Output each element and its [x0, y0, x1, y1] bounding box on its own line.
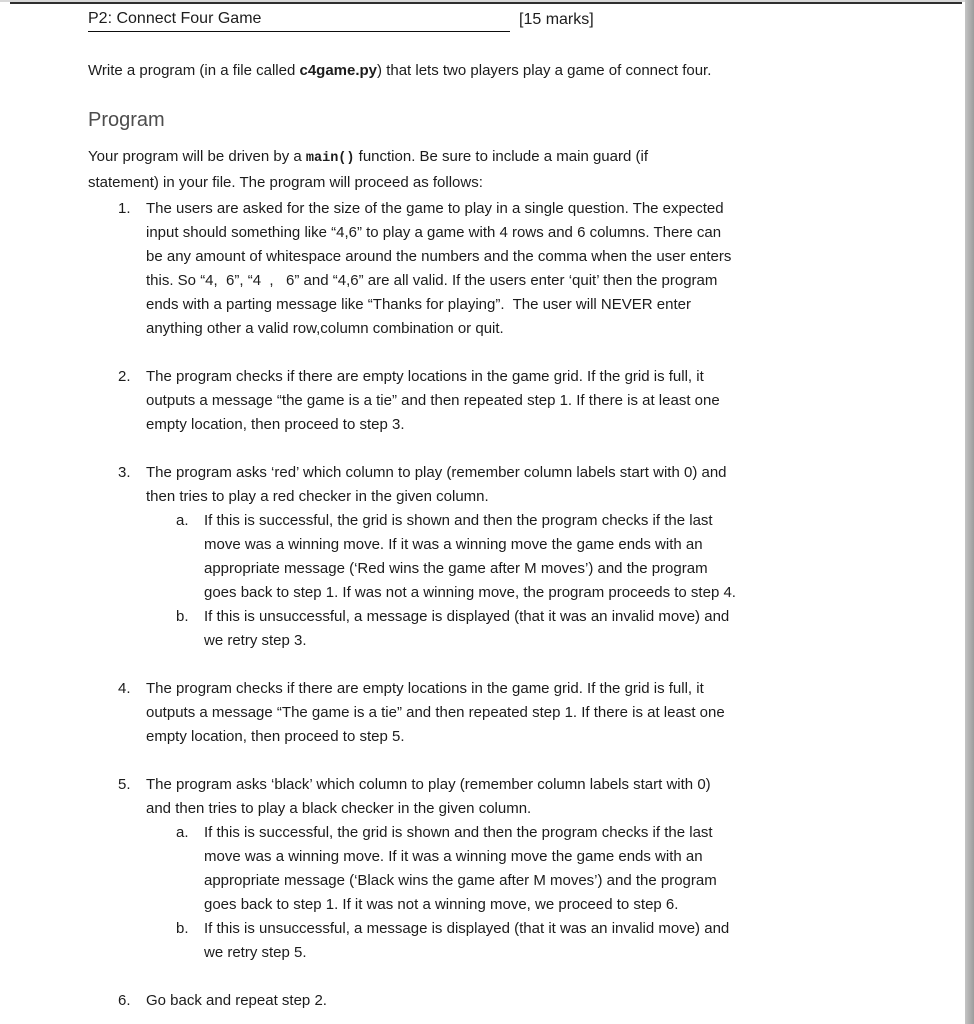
- list-item: [88, 677, 860, 749]
- step-line: outputs a message “the game is a tie” and then repeated step 1. If there is at least one: [146, 392, 720, 409]
- step-line: empty location, then proceed to step 5.: [146, 728, 405, 745]
- step-body: [146, 773, 860, 965]
- intro-paragraph: [88, 59, 860, 83]
- sub-line: move was a winning move. If it was a winning move the game ends with an: [204, 848, 703, 865]
- sub-line: If this is successful, the grid is shown and then the program checks if the last: [204, 512, 713, 529]
- text-line: [88, 171, 860, 195]
- sub-line: appropriate message (‘Black wins the game after M moves’) and the program: [204, 872, 717, 889]
- sub-body: [204, 917, 860, 965]
- list-item: [88, 197, 860, 341]
- lead-paragraph: [88, 145, 860, 195]
- step-line: outputs a message “The game is a tie” and then repeated step 1. If there is at least one: [146, 704, 725, 721]
- step-number: 5.: [118, 776, 131, 793]
- list-item: [88, 365, 860, 437]
- step-line: The program asks ‘black’ which column to play (remember column labels start with 0): [146, 776, 711, 793]
- sub-line: appropriate message (‘Red wins the game after M moves’) and the program: [204, 560, 708, 577]
- page-right-edge: [965, 0, 974, 1024]
- text-line: [88, 145, 860, 171]
- sub-body: [204, 605, 860, 653]
- sub-line: If this is unsuccessful, a message is displayed (that it was an invalid move) and: [204, 608, 730, 625]
- step-number: 3.: [118, 464, 131, 481]
- list-item: [88, 461, 860, 653]
- step-body: [146, 197, 860, 341]
- text-segment: function. Be sure to include a main guard (if: [354, 148, 648, 165]
- program-section-heading: Program: [88, 109, 165, 131]
- sub-line: If this is successful, the grid is shown and then the program checks if the last: [204, 824, 713, 841]
- step-line: be any amount of whitespace around the numbers and the comma when the user enters: [146, 248, 732, 265]
- text-segment: Write a program (in a file called: [88, 62, 300, 79]
- header-rule: [10, 2, 962, 4]
- step-line: The program asks ‘red’ which column to play (remember column labels start with 0) and: [146, 464, 727, 481]
- text-line: [88, 59, 860, 83]
- list-item: [88, 773, 860, 965]
- step-line: this. So “4, 6”, “4 , 6” and “4,6” are all valid. If the users enter ‘quit’ then the program: [146, 272, 718, 289]
- sub-line: goes back to step 1. If was not a winning move, the program proceeds to step 4.: [204, 584, 736, 601]
- text-segment: statement) in your file. The program will proceed as follows:: [88, 174, 483, 191]
- step-number: 6.: [118, 992, 131, 1009]
- text-segment: Your program will be driven by a: [88, 148, 306, 165]
- step-body: [146, 365, 860, 437]
- sub-line: move was a winning move. If it was a winning move the game ends with an: [204, 536, 703, 553]
- text-segment: ) that lets two players play a game of connect four.: [377, 62, 712, 79]
- sub-item: [146, 821, 860, 917]
- sub-letter: b.: [176, 920, 189, 937]
- step-line: The users are asked for the size of the game to play in a single question. The expected: [146, 200, 724, 217]
- steps-list: [88, 197, 860, 1013]
- step-number: 1.: [118, 200, 131, 217]
- step-number: 2.: [118, 368, 131, 385]
- sub-line: we retry step 3.: [204, 632, 307, 649]
- step-line: Go back and repeat step 2.: [146, 992, 327, 1009]
- page-title: P2: Connect Four Game: [88, 8, 510, 32]
- step-line: input should something like “4,6” to play a game with 4 rows and 6 columns. There can: [146, 224, 722, 241]
- sub-letter: a.: [176, 824, 189, 841]
- step-body: [146, 461, 860, 653]
- sub-body: [204, 509, 860, 605]
- step-line: anything other a valid row,column combination or quit.: [146, 320, 504, 337]
- step-number: 4.: [118, 680, 131, 697]
- step-line: and then tries to play a black checker in the given column.: [146, 800, 532, 817]
- step-line: The program checks if there are empty locations in the game grid. If the grid is full, it: [146, 680, 704, 697]
- sub-body: [204, 821, 860, 917]
- step-line: then tries to play a red checker in the given column.: [146, 488, 489, 505]
- sub-line: goes back to step 1. If it was not a winning move, we proceed to step 6.: [204, 896, 679, 913]
- step-line: The program checks if there are empty locations in the game grid. If the grid is full, it: [146, 368, 704, 385]
- sub-line: we retry step 5.: [204, 944, 307, 961]
- document-header: [88, 8, 860, 32]
- sub-item: [146, 917, 860, 965]
- list-item: [88, 989, 860, 1013]
- marks-label: [15 marks]: [519, 11, 594, 28]
- sub-item: [146, 509, 860, 605]
- text-segment: c4game.py: [299, 62, 378, 79]
- sub-item: [146, 605, 860, 653]
- text-segment: main(): [305, 151, 355, 166]
- step-line: empty location, then proceed to step 3.: [146, 416, 405, 433]
- sub-letter: b.: [176, 608, 189, 625]
- sub-line: If this is unsuccessful, a message is displayed (that it was an invalid move) and: [204, 920, 730, 937]
- step-body: [146, 989, 860, 1013]
- step-line: ends with a parting message like “Thanks for playing”. The user will NEVER enter: [146, 296, 691, 313]
- sub-letter: a.: [176, 512, 189, 529]
- step-body: [146, 677, 860, 749]
- document-content: [88, 8, 860, 1013]
